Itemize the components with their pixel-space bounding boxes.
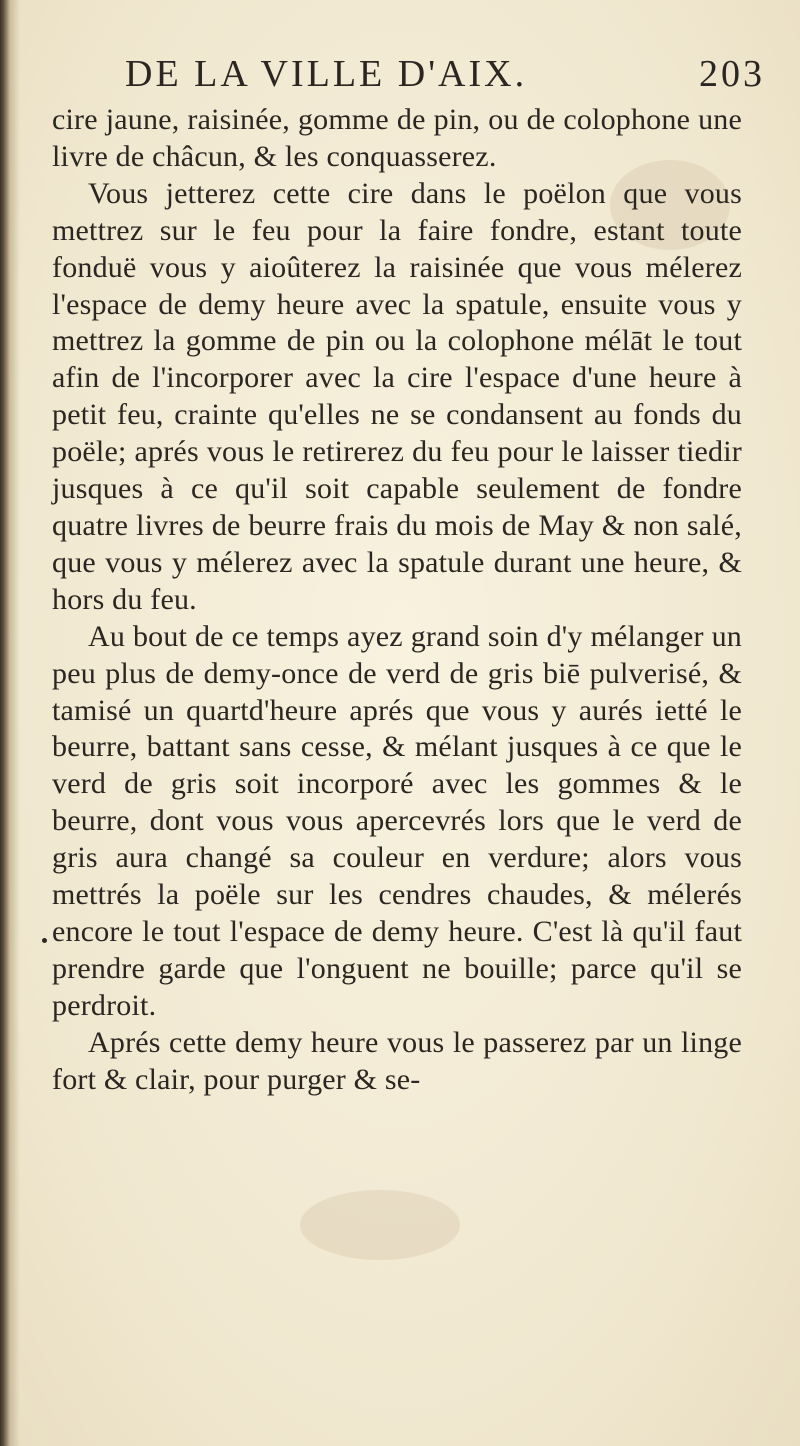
body-text [52, 102, 742, 1098]
margin-dot-mark [42, 938, 47, 943]
paper-stain [300, 1190, 460, 1260]
running-header [125, 52, 765, 102]
page-number: 203 [699, 53, 765, 95]
paragraph-continuation: cire jaune, raisinée, gomme de pin, ou de colophone une livre de châcun, & les conquasserez. [52, 103, 742, 173]
paragraph: Au bout de ce temps ayez grand soin d'y mélanger un peu plus de demy-once de verd de gris biē pulverisé, & tamisé un quartd'heure aprés que vous y aurés ietté le beurre, battant sans cesse, & mélant jusques à ce que le verd de gris soit incorporé avec les gommes & le beurre, dont vous vous apercevrés lors que le verd de gris aura changé sa couleur en verdure; alors vous mettrés la poële sur les cendres chaudes, & mélerés encore le tout l'espace de demy heure. C'est là qu'il faut prendre garde que l'onguent ne bouille; parce qu'il se perdroit. [52, 619, 742, 1022]
running-title: DE LA VILLE D'AIX. [125, 53, 528, 95]
paragraph: Aprés cette demy heure vous le passerez par un linge fort & clair, pour purger & se- [52, 1025, 742, 1096]
paragraph: Vous jetterez cette cire dans le poëlon que vous mettrez sur le feu pour la faire fondre, estant toute fonduë vous y aioûterez la raisinée que vous mélerez l'espace de demy heure avec la spatule, ensuite vous y mettrez la gomme de pin ou la colophone mélāt le tout afin de l'incorporer avec la cire l'espace d'une heure à petit feu, crainte qu'elles ne se condansent au fonds du poële; aprés vous le retirerez du feu pour le laisser tiedir jusques à ce qu'il soit capable seulement de fondre quatre livres de beurre frais du mois de May & non salé, que vous y mélerez avec la spatule durant une heure, & hors du feu. [52, 176, 742, 616]
binding-gutter [0, 0, 20, 1446]
